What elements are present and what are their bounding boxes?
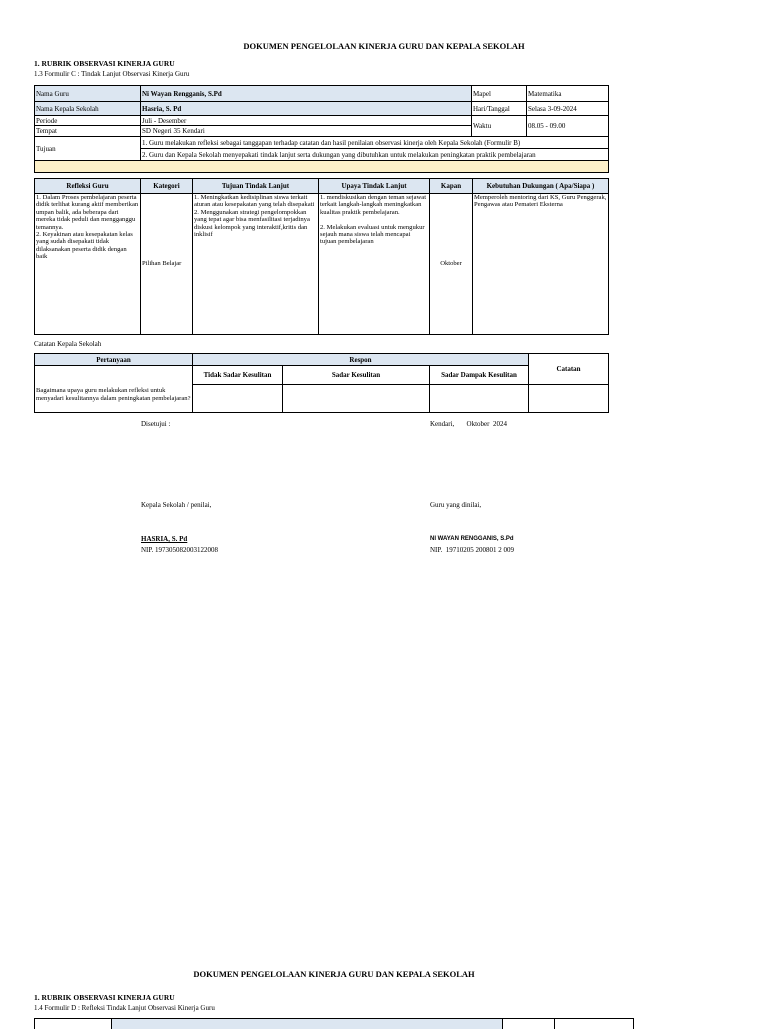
guru-role: Guru yang dinilai, (430, 501, 482, 509)
header-kapan: Kapan (430, 179, 473, 194)
tujuan-label: Tujuan (35, 137, 141, 161)
page2-section-heading: 1. RUBRIK OBSERVASI KINERJA GURU (34, 993, 175, 1002)
kategori-cell: Pilihan Belajar (141, 194, 193, 335)
hari-value: Selasa 3-09-2024 (527, 102, 609, 116)
mapel-value: Matematika (527, 86, 609, 102)
dukungan-cell: Memperoleh mentoring dari KS, Guru Penggerak, Pengawas atau Pemateri Eksterna (473, 194, 609, 335)
sadar-dampak-cell (430, 385, 529, 413)
header-catatan: Catatan (529, 354, 609, 385)
catatan-cell (529, 385, 609, 413)
page-title: DOKUMEN PENGELOLAAN KINERJA GURU DAN KEPALA SEKOLAH (243, 41, 525, 51)
sadar-cell (283, 385, 430, 413)
tempat-value: SD Negeri 35 Kendari (141, 126, 472, 137)
kapan-cell: Oktober (430, 194, 473, 335)
kepala-label: Nama Kepala Sekolah (35, 102, 141, 116)
disetujui-label: Disetujui : (141, 420, 171, 428)
tempat-label: Tempat (35, 126, 141, 137)
guru-name: NI WAYAN RENGGANIS, S.Pd (430, 536, 514, 542)
header-refleksi: Refleksi Guru (35, 179, 141, 194)
place-date: Kendari, Oktober 2024 (430, 420, 507, 428)
header-pertanyaan: Pertanyaan (35, 354, 193, 366)
header-respon: Respon (193, 354, 529, 366)
waktu-value: 08.05 - 09.00 (527, 116, 609, 137)
page2-cell-label (35, 1019, 112, 1029)
nama-guru-value: Ni Wayan Rengganis, S.Pd (141, 86, 472, 102)
header-tidak-sadar: Tidak Sadar Kesulitan (193, 366, 283, 385)
kepala-role: Kepala Sekolah / penilai, (141, 501, 212, 509)
spacer-row (35, 161, 609, 173)
header-sadar-dampak: Sadar Dampak Kesulitan (430, 366, 529, 385)
pertanyaan-cell: Bagaimana upaya guru melakukan refleksi untuk menyadari kesulitannya dalam peningkatan pembelajaran? (35, 366, 193, 413)
tindak-lanjut-table (34, 178, 609, 335)
upaya-cell: 1. mendiskusikan dengan teman sejawat terkait langkah-langkah meningkatkan kualitas praktik pembelajaran. 2. Melakukan evaluasi untuk mengukur sejauh mana siswa telah mencapai tujuan pembelajaran (319, 194, 430, 335)
mapel-label: Mapel (472, 86, 527, 102)
header-kategori: Kategori (141, 179, 193, 194)
periode-value: Juli - Desember (141, 116, 472, 126)
guru-nip: NIP. 19710205 200801 2 009 (430, 546, 515, 554)
header-sadar: Sadar Kesulitan (283, 366, 430, 385)
header-tujuan: Tujuan Tindak Lanjut (193, 179, 319, 194)
catatan-label: Catatan Kepala Sekolah (34, 340, 102, 348)
page2-divider (554, 1019, 555, 1029)
form-subtitle: 1.3 Formulir C : Tindak Lanjut Observasi Kinerja Guru (34, 70, 190, 78)
catatan-table (34, 353, 609, 413)
tujuan-cell: 1. Meningkatkan kedisiplinan siswa terkait aturan atau kesepakatan yang telah disepakati 2. Menggunakan strategi pengelompokkan yang tepat agar bisa menfasilitasi terjadinya diskusi kelompok yang interaktif,kritis dan inklisif (193, 194, 319, 335)
info-table (34, 85, 609, 173)
kepala-nip: NIP. 197305082003122008 (141, 546, 219, 554)
section-heading: 1. RUBRIK OBSERVASI KINERJA GURU (34, 59, 175, 68)
page2-cell-value (112, 1019, 503, 1029)
periode-label: Periode (35, 116, 141, 126)
tidak-sadar-cell (193, 385, 283, 413)
hari-label: Hari/Tanggal (472, 102, 527, 116)
kepala-value: Hasria, S. Pd (141, 102, 472, 116)
header-upaya: Upaya Tindak Lanjut (319, 179, 430, 194)
page2-title: DOKUMEN PENGELOLAAN KINERJA GURU DAN KEPALA SEKOLAH (193, 969, 475, 979)
waktu-label: Waktu (472, 116, 527, 137)
tujuan-item-2: 2. Guru dan Kepala Sekolah menyepakati tindak lanjut serta dukungan yang dibutuhkan untuk melakukan peningkatan praktik pembelajaran (141, 149, 609, 161)
refleksi-cell: 1. Dalam Proses pembelajaran peserta didik terlihat kurang aktif memberikan umpan balik, ada beberapa dari mereka tidak peduli dan mengganggu temannya. 2. Keyakinan atau kesepakatan kelas yang sudah disepakati tidak dilaksanakan peserta didik dengan baik (35, 194, 141, 335)
header-dukungan: Kebutuhan Dukungan ( Apa/Siapa ) (473, 179, 609, 194)
tujuan-item-1: 1. Guru melakukan refleksi sebagai tanggapan terhadap catatan dan hasil penilaian observasi kinerja oleh Kepala Sekolah (Formulir B) (141, 137, 609, 149)
page2-form-subtitle: 1.4 Formulir D : Refleksi Tindak Lanjut Observasi Kinerja Guru (34, 1004, 215, 1012)
kepala-name: HASRIA, S. Pd (141, 535, 188, 543)
nama-guru-label: Nama Guru (35, 86, 141, 102)
